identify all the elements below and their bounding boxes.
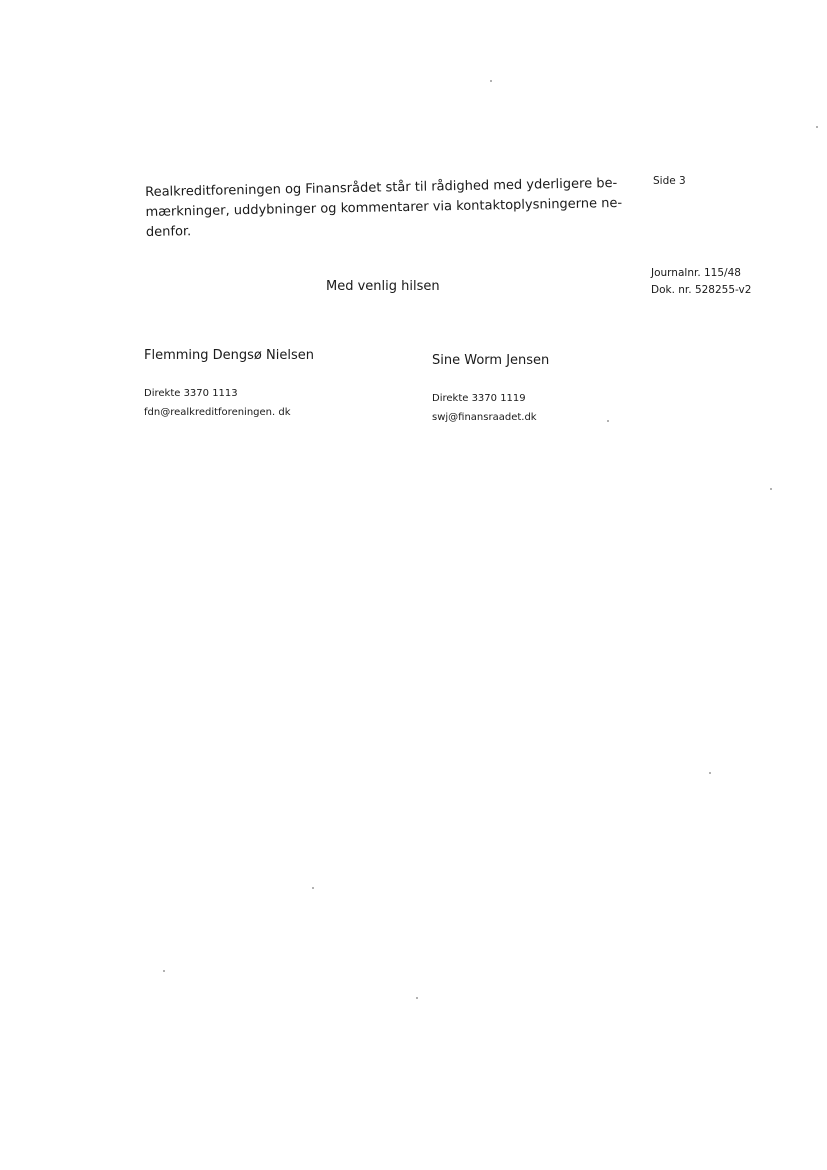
scan-speck bbox=[709, 772, 711, 774]
page-number: Side 3 bbox=[653, 175, 686, 187]
scan-speck bbox=[490, 80, 492, 82]
signatory-name: Flemming Dengsø Nielsen bbox=[144, 348, 314, 363]
closing-greeting: Med venlig hilsen bbox=[326, 279, 440, 294]
signatory-email: fdn@realkreditforeningen. dk bbox=[144, 407, 291, 418]
signatory-name: Sine Worm Jensen bbox=[432, 353, 550, 368]
scan-speck bbox=[816, 126, 818, 128]
scan-speck bbox=[770, 488, 772, 490]
body-line: denfor. bbox=[145, 224, 192, 240]
document-number: Dok. nr. 528255-v2 bbox=[651, 284, 752, 296]
body-line: Realkreditforeningen og Finansrådet står til rådighed med yderligere be- bbox=[145, 175, 618, 200]
body-line: mærkninger, uddybninger og kommentarer via kontaktoplysningerne ne- bbox=[145, 195, 623, 220]
reference-block bbox=[651, 265, 751, 299]
journal-number: Journalnr. 115/48 bbox=[651, 267, 741, 279]
signatory-contact bbox=[432, 389, 537, 427]
scan-speck bbox=[416, 997, 418, 999]
signatory-phone: Direkte 3370 1119 bbox=[432, 393, 526, 404]
scan-speck bbox=[163, 970, 165, 972]
scan-speck bbox=[312, 887, 314, 889]
scan-speck bbox=[607, 420, 609, 422]
body-paragraph bbox=[145, 174, 623, 243]
signatory-email: swj@finansraadet.dk bbox=[432, 412, 537, 423]
signatory-phone: Direkte 3370 1113 bbox=[144, 388, 238, 399]
signatory-contact bbox=[144, 384, 291, 422]
